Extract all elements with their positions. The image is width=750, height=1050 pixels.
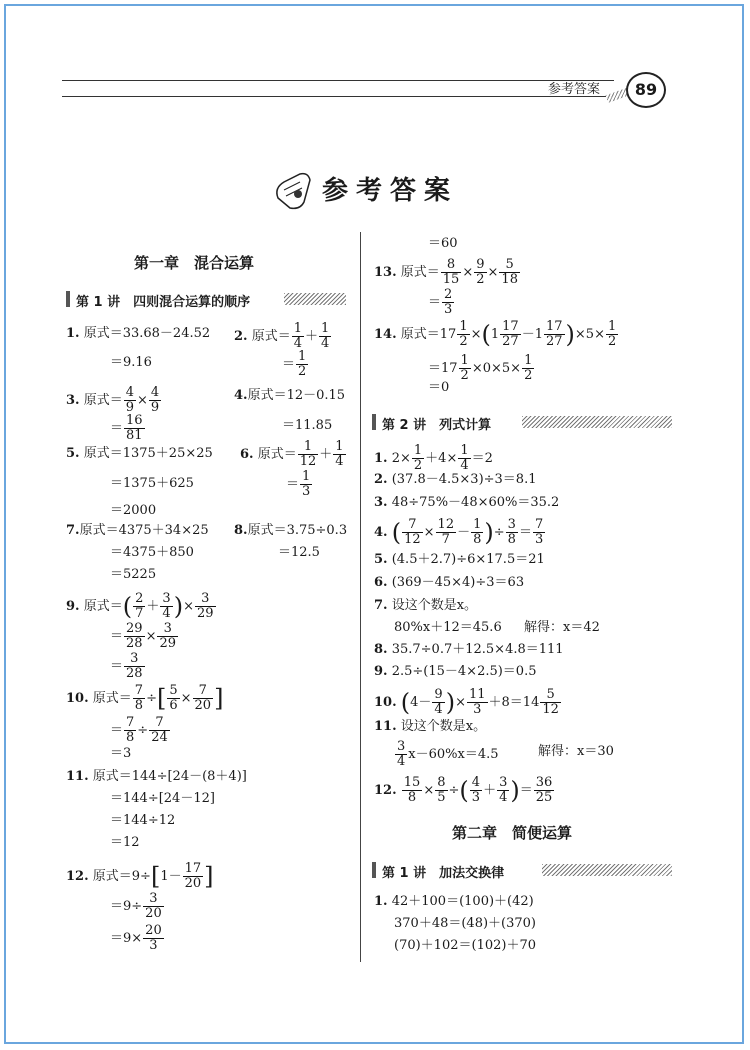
answer-11-line-1: 11. 原式＝144÷[24－(8＋4)] [66, 769, 247, 784]
section-title: 第 1 讲 四则混合运算的顺序 [76, 295, 251, 310]
chapter-2-title: 第二章 简便运算 [452, 824, 573, 842]
calc-7-line-2: 80%x＋12＝45.6 [394, 620, 502, 635]
answer-8-line-2: ＝12.5 [278, 545, 320, 560]
answer-2-line-1: 2. 原式＝ $\frac{1}{4}$ ＋ $\frac{1}{4}$ [234, 321, 330, 351]
section-hatch [522, 416, 672, 428]
calc-2: 2. (37.8－4.5×3)÷3＝8.1 [374, 472, 537, 487]
answer-11-line-3: ＝144÷12 [110, 813, 176, 828]
answer-11-line-2: ＝144÷[24－12] [110, 791, 215, 806]
scroll-icon [270, 168, 316, 214]
section-bar [372, 414, 376, 430]
answer-3-line-2: ＝ $\frac{16}{81}$ [110, 413, 143, 443]
answer-12-line-1: 12. 原式＝9÷[1－ $\frac{17}{20}$ ] [66, 861, 214, 891]
section-header-2 [372, 412, 672, 432]
calc-8: 8. 35.7÷0.7＋12.5×4.8＝111 [374, 642, 564, 657]
section-header-1 [66, 289, 348, 309]
answer-14-line-3: ＝0 [428, 380, 450, 395]
answer-7-line-1: 7.原式＝4375＋34×25 [66, 523, 209, 538]
answer-2-line-2: ＝ $\frac{1}{2}$ [282, 349, 307, 379]
answer-5-line-2: ＝1375＋625 [110, 476, 194, 491]
commutative-1-line-2: 370＋48＝(48)＋(370) [394, 916, 536, 931]
answer-10-line-3: ＝3 [110, 746, 132, 761]
calc-11-solution: 解得：x＝30 [538, 744, 614, 759]
calc-5: 5. (4.5＋2.7)÷6×17.5＝21 [374, 552, 545, 567]
calc-9: 9. 2.5÷(15－4×2.5)＝0.5 [374, 664, 537, 679]
answer-11-line-4: ＝12 [110, 835, 140, 850]
answer-8-line-1: 8.原式＝3.75÷0.3 [234, 523, 348, 538]
answer-14-line-2: ＝17 $\frac{1}{2}$ ×0×5× $\frac{1}{2}$ [428, 353, 533, 383]
answer-9-line-1: 9. 原式＝( $\frac{2}{7}$ ＋ $\frac{3}{4}$ )× $\frac{3}{29}$ [66, 591, 214, 621]
answer-4-line-1: 4.原式＝12－0.15 [234, 388, 346, 403]
answer-10-line-2: ＝ $\frac{7}{8}$ ÷ $\frac{7}{24}$ [110, 715, 168, 745]
answer-6-line-2: ＝ $\frac{1}{3}$ [286, 469, 311, 499]
calc-10: 10. (4－ $\frac{9}{4}$ )× $\frac{11}{3}$ ＋8＝14 $\frac{5}{12}$ [374, 687, 559, 717]
calc-7-line-1: 7. 设这个数是x。 [374, 598, 478, 613]
answer-12-line-2: ＝9÷ $\frac{3}{20}$ [110, 891, 162, 921]
calc-7-solution: 解得：x＝42 [524, 620, 600, 635]
section-hatch [284, 293, 346, 305]
answer-12-result: ＝60 [428, 236, 458, 251]
header-rule-bottom [62, 96, 614, 97]
section-bar [372, 862, 376, 878]
calc-6: 6. (369－45×4)÷3＝63 [374, 575, 525, 590]
calc-4: 4. ( $\frac{7}{12}$ × $\frac{12}{7}$ － $\frac{1}{8}$ )÷ $\frac{3}{8}$ ＝ $\frac{7}{3}$ [374, 517, 544, 547]
commutative-1-line-3: (70)＋102＝(102)＋70 [394, 938, 536, 953]
calc-3: 3. 48÷75%－48×60%＝35.2 [374, 495, 560, 510]
section-title: 第 1 讲 加法交换律 [382, 866, 505, 881]
column-divider [360, 232, 361, 962]
section-title: 第 2 讲 列式计算 [382, 418, 492, 433]
chapter-1-title: 第一章 混合运算 [134, 254, 255, 272]
header-section-label: 参考答案 [548, 82, 601, 97]
answer-5-line-1: 5. 原式＝1375＋25×25 [66, 446, 213, 461]
answer-10-line-1: 10. 原式＝ $\frac{7}{8}$ ÷[ $\frac{5}{6}$ × $\frac{7}{20}$ ] [66, 683, 224, 713]
page-title: 参考答案 [322, 176, 459, 206]
answer-9-line-2: ＝ $\frac{29}{28}$ × $\frac{3}{29}$ [110, 621, 177, 651]
answer-14-line-1: 14. 原式＝17 $\frac{1}{2}$ ×(1 $\frac{17}{27}$ －1 $\frac{17}{27}$ )×5× $\frac{1}{2}$ [374, 319, 617, 349]
header-rule-top [62, 80, 614, 81]
section-header-3 [372, 860, 672, 880]
calc-1: 1. 2× $\frac{1}{2}$ ＋4× $\frac{1}{4}$ ＝2 [374, 443, 493, 473]
section-bar [66, 291, 70, 307]
answer-7-line-2: ＝4375＋850 [110, 545, 194, 560]
section-hatch [542, 864, 672, 876]
answer-7-line-3: ＝5225 [110, 567, 157, 582]
answer-13-line-2: ＝ $\frac{2}{3}$ [428, 287, 453, 317]
calc-11-line-2: $\frac{3}{4}$ x－60%x＝4.5 [397, 739, 499, 769]
answer-6-line-1: 6. 原式＝ $\frac{1}{12}$ ＋ $\frac{1}{4}$ [240, 439, 344, 469]
commutative-1-line-1: 1. 42＋100＝(100)＋(42) [374, 894, 534, 909]
page-number: 89 [626, 72, 666, 108]
answer-1-line-2: ＝9.16 [110, 355, 152, 370]
answer-9-line-3: ＝ $\frac{3}{28}$ [110, 651, 143, 681]
answer-1-line-1: 1. 原式＝33.68－24.52 [66, 326, 211, 341]
answer-5-line-3: ＝2000 [110, 503, 157, 518]
calc-11-line-1: 11. 设这个数是x。 [374, 719, 487, 734]
answer-3-line-1: 3. 原式＝ $\frac{4}{9}$ × $\frac{4}{9}$ [66, 385, 160, 415]
answer-4-line-2: ＝11.85 [282, 418, 333, 433]
answer-13-line-1: 13. 原式＝ $\frac{8}{15}$ × $\frac{9}{2}$ × $\frac{5}{18}$ [374, 257, 518, 287]
answer-12-line-3: ＝9× $\frac{20}{3}$ [110, 923, 162, 953]
calc-12: 12. $\frac{15}{8}$ × $\frac{8}{5}$ ÷( $\frac{4}{3}$ ＋ $\frac{3}{4}$ )＝ $\frac{36}{25}$ [374, 775, 553, 805]
